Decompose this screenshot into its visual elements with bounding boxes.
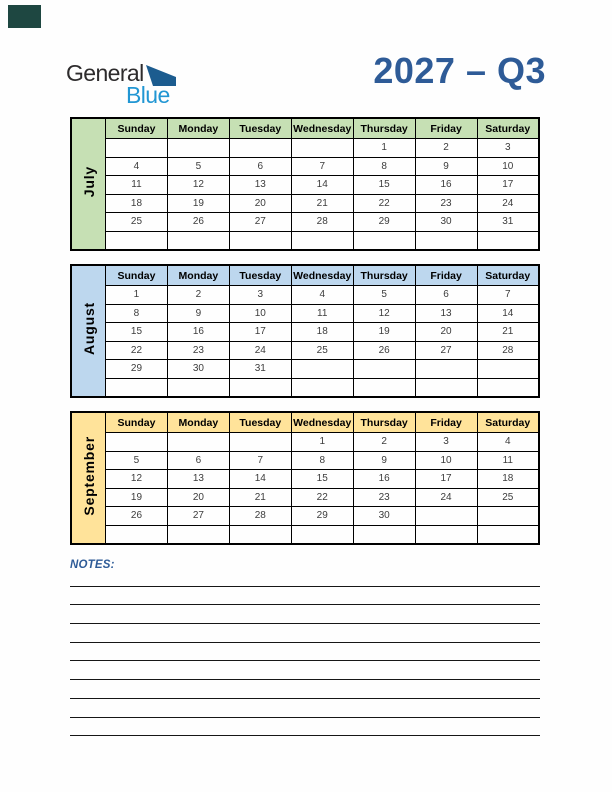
day-cell: 19 <box>353 323 415 342</box>
week-row <box>71 433 539 452</box>
month-label: July <box>80 165 97 198</box>
note-line <box>70 624 540 643</box>
month-table-september <box>70 411 540 545</box>
month-label: August <box>80 301 97 355</box>
day-cell: 24 <box>477 194 539 213</box>
week-row <box>71 360 539 379</box>
day-cell: 10 <box>477 157 539 176</box>
day-cell: 13 <box>229 176 291 195</box>
month-table-august <box>70 264 540 398</box>
weekday-header-sunday: Sunday <box>106 412 168 433</box>
day-cell: 26 <box>353 341 415 360</box>
day-cell: 29 <box>106 360 168 379</box>
day-cell: 11 <box>291 304 353 323</box>
week-row <box>71 286 539 305</box>
empty-day-cell <box>229 525 291 544</box>
weekday-header-saturday: Saturday <box>477 118 539 139</box>
note-line <box>70 661 540 680</box>
day-cell: 31 <box>229 360 291 379</box>
day-cell: 9 <box>415 157 477 176</box>
week-row <box>71 194 539 213</box>
empty-day-cell <box>415 507 477 526</box>
note-line <box>70 699 540 718</box>
calendars-container <box>70 117 540 558</box>
weekday-header-tuesday: Tuesday <box>229 118 291 139</box>
day-cell: 16 <box>415 176 477 195</box>
quarter-title: 2027 – Q3 <box>373 50 546 91</box>
month-table-july <box>70 117 540 251</box>
day-cell: 28 <box>291 213 353 232</box>
day-cell: 30 <box>353 507 415 526</box>
empty-day-cell <box>477 360 539 379</box>
empty-day-cell <box>477 525 539 544</box>
day-cell: 11 <box>106 176 168 195</box>
empty-day-cell <box>415 378 477 397</box>
empty-day-cell <box>477 378 539 397</box>
day-cell: 5 <box>106 451 168 470</box>
week-row <box>71 231 539 250</box>
day-cell: 27 <box>229 213 291 232</box>
day-cell: 21 <box>229 488 291 507</box>
day-cell: 4 <box>291 286 353 305</box>
logo-text-general: General <box>66 60 144 86</box>
day-cell: 8 <box>106 304 168 323</box>
day-cell: 25 <box>106 213 168 232</box>
day-cell: 17 <box>415 470 477 489</box>
day-cell: 19 <box>106 488 168 507</box>
day-cell: 14 <box>291 176 353 195</box>
day-cell: 2 <box>167 286 229 305</box>
day-cell: 21 <box>291 194 353 213</box>
week-row <box>71 488 539 507</box>
day-cell: 27 <box>167 507 229 526</box>
day-cell: 16 <box>167 323 229 342</box>
day-cell: 6 <box>167 451 229 470</box>
weekday-header-sunday: Sunday <box>106 265 168 286</box>
day-cell: 13 <box>415 304 477 323</box>
month-name-cell-august <box>71 265 106 397</box>
day-cell: 21 <box>477 323 539 342</box>
empty-day-cell <box>106 378 168 397</box>
empty-day-cell <box>415 360 477 379</box>
note-line <box>70 587 540 606</box>
week-row <box>71 341 539 360</box>
corner-mark <box>8 5 41 28</box>
day-cell: 17 <box>229 323 291 342</box>
empty-day-cell <box>291 525 353 544</box>
day-cell: 25 <box>477 488 539 507</box>
day-cell: 3 <box>229 286 291 305</box>
day-cell: 10 <box>229 304 291 323</box>
day-cell: 13 <box>167 470 229 489</box>
day-cell: 29 <box>291 507 353 526</box>
week-row <box>71 213 539 232</box>
weekday-header-monday: Monday <box>167 265 229 286</box>
week-row <box>71 451 539 470</box>
weekday-header-wednesday: Wednesday <box>291 265 353 286</box>
day-cell: 25 <box>291 341 353 360</box>
logo-text-blue: Blue <box>126 82 170 108</box>
day-cell: 6 <box>229 157 291 176</box>
empty-day-cell <box>353 378 415 397</box>
weekday-header-wednesday: Wednesday <box>291 412 353 433</box>
note-line <box>70 718 540 737</box>
day-cell: 14 <box>229 470 291 489</box>
weekday-header-monday: Monday <box>167 118 229 139</box>
empty-day-cell <box>353 360 415 379</box>
day-cell: 3 <box>477 139 539 158</box>
day-cell: 31 <box>477 213 539 232</box>
week-row <box>71 507 539 526</box>
day-cell: 2 <box>415 139 477 158</box>
empty-day-cell <box>167 231 229 250</box>
day-cell: 17 <box>477 176 539 195</box>
note-line <box>70 680 540 699</box>
empty-day-cell <box>353 525 415 544</box>
day-cell: 7 <box>229 451 291 470</box>
day-cell: 24 <box>415 488 477 507</box>
day-cell: 9 <box>167 304 229 323</box>
week-row <box>71 470 539 489</box>
day-cell: 8 <box>353 157 415 176</box>
weekday-header-wednesday: Wednesday <box>291 118 353 139</box>
day-cell: 12 <box>167 176 229 195</box>
day-cell: 20 <box>167 488 229 507</box>
weekday-header-sunday: Sunday <box>106 118 168 139</box>
day-cell: 1 <box>353 139 415 158</box>
day-cell: 15 <box>106 323 168 342</box>
weekday-header-tuesday: Tuesday <box>229 412 291 433</box>
day-cell: 28 <box>477 341 539 360</box>
weekday-header-tuesday: Tuesday <box>229 265 291 286</box>
day-cell: 2 <box>353 433 415 452</box>
empty-day-cell <box>477 507 539 526</box>
day-cell: 26 <box>106 507 168 526</box>
day-cell: 18 <box>477 470 539 489</box>
empty-day-cell <box>291 378 353 397</box>
empty-day-cell <box>106 525 168 544</box>
day-cell: 26 <box>167 213 229 232</box>
empty-day-cell <box>415 231 477 250</box>
day-cell: 23 <box>415 194 477 213</box>
weekday-header-thursday: Thursday <box>353 118 415 139</box>
day-cell: 24 <box>229 341 291 360</box>
month-name-cell-september <box>71 412 106 544</box>
weekday-header-saturday: Saturday <box>477 412 539 433</box>
day-cell: 20 <box>229 194 291 213</box>
day-cell: 27 <box>415 341 477 360</box>
empty-day-cell <box>229 139 291 158</box>
empty-day-cell <box>167 378 229 397</box>
week-row <box>71 139 539 158</box>
notes-lines <box>70 568 540 736</box>
day-cell: 4 <box>477 433 539 452</box>
day-cell: 28 <box>229 507 291 526</box>
weekday-header-monday: Monday <box>167 412 229 433</box>
week-row <box>71 304 539 323</box>
empty-day-cell <box>167 433 229 452</box>
week-row <box>71 157 539 176</box>
day-cell: 22 <box>106 341 168 360</box>
day-cell: 14 <box>477 304 539 323</box>
day-cell: 30 <box>415 213 477 232</box>
day-cell: 12 <box>106 470 168 489</box>
week-row <box>71 176 539 195</box>
day-cell: 4 <box>106 157 168 176</box>
day-cell: 7 <box>477 286 539 305</box>
note-line <box>70 605 540 624</box>
note-line <box>70 643 540 662</box>
day-cell: 29 <box>353 213 415 232</box>
month-name-cell-july <box>71 118 106 250</box>
day-cell: 22 <box>291 488 353 507</box>
day-cell: 30 <box>167 360 229 379</box>
day-cell: 23 <box>353 488 415 507</box>
day-cell: 15 <box>291 470 353 489</box>
week-row <box>71 378 539 397</box>
empty-day-cell <box>229 433 291 452</box>
day-cell: 7 <box>291 157 353 176</box>
weekday-header-thursday: Thursday <box>353 265 415 286</box>
empty-day-cell <box>229 378 291 397</box>
note-line <box>70 568 540 587</box>
day-cell: 5 <box>167 157 229 176</box>
day-cell: 15 <box>353 176 415 195</box>
day-cell: 12 <box>353 304 415 323</box>
empty-day-cell <box>106 231 168 250</box>
empty-day-cell <box>291 360 353 379</box>
empty-day-cell <box>229 231 291 250</box>
empty-day-cell <box>415 525 477 544</box>
day-cell: 19 <box>167 194 229 213</box>
weekday-header-friday: Friday <box>415 118 477 139</box>
weekday-header-saturday: Saturday <box>477 265 539 286</box>
notes-label: NOTES: <box>70 559 115 571</box>
day-cell: 22 <box>353 194 415 213</box>
weekday-header-friday: Friday <box>415 412 477 433</box>
general-blue-logo <box>66 56 186 108</box>
week-row <box>71 323 539 342</box>
day-cell: 9 <box>353 451 415 470</box>
empty-day-cell <box>477 231 539 250</box>
empty-day-cell <box>353 231 415 250</box>
day-cell: 11 <box>477 451 539 470</box>
day-cell: 3 <box>415 433 477 452</box>
empty-day-cell <box>291 139 353 158</box>
day-cell: 20 <box>415 323 477 342</box>
empty-day-cell <box>167 525 229 544</box>
day-cell: 1 <box>291 433 353 452</box>
empty-day-cell <box>106 433 168 452</box>
empty-day-cell <box>167 139 229 158</box>
empty-day-cell <box>106 139 168 158</box>
empty-day-cell <box>291 231 353 250</box>
day-cell: 5 <box>353 286 415 305</box>
day-cell: 18 <box>291 323 353 342</box>
month-label: September <box>80 435 97 516</box>
week-row <box>71 525 539 544</box>
day-cell: 18 <box>106 194 168 213</box>
weekday-header-thursday: Thursday <box>353 412 415 433</box>
day-cell: 8 <box>291 451 353 470</box>
day-cell: 1 <box>106 286 168 305</box>
weekday-header-friday: Friday <box>415 265 477 286</box>
day-cell: 6 <box>415 286 477 305</box>
day-cell: 23 <box>167 341 229 360</box>
day-cell: 16 <box>353 470 415 489</box>
day-cell: 10 <box>415 451 477 470</box>
